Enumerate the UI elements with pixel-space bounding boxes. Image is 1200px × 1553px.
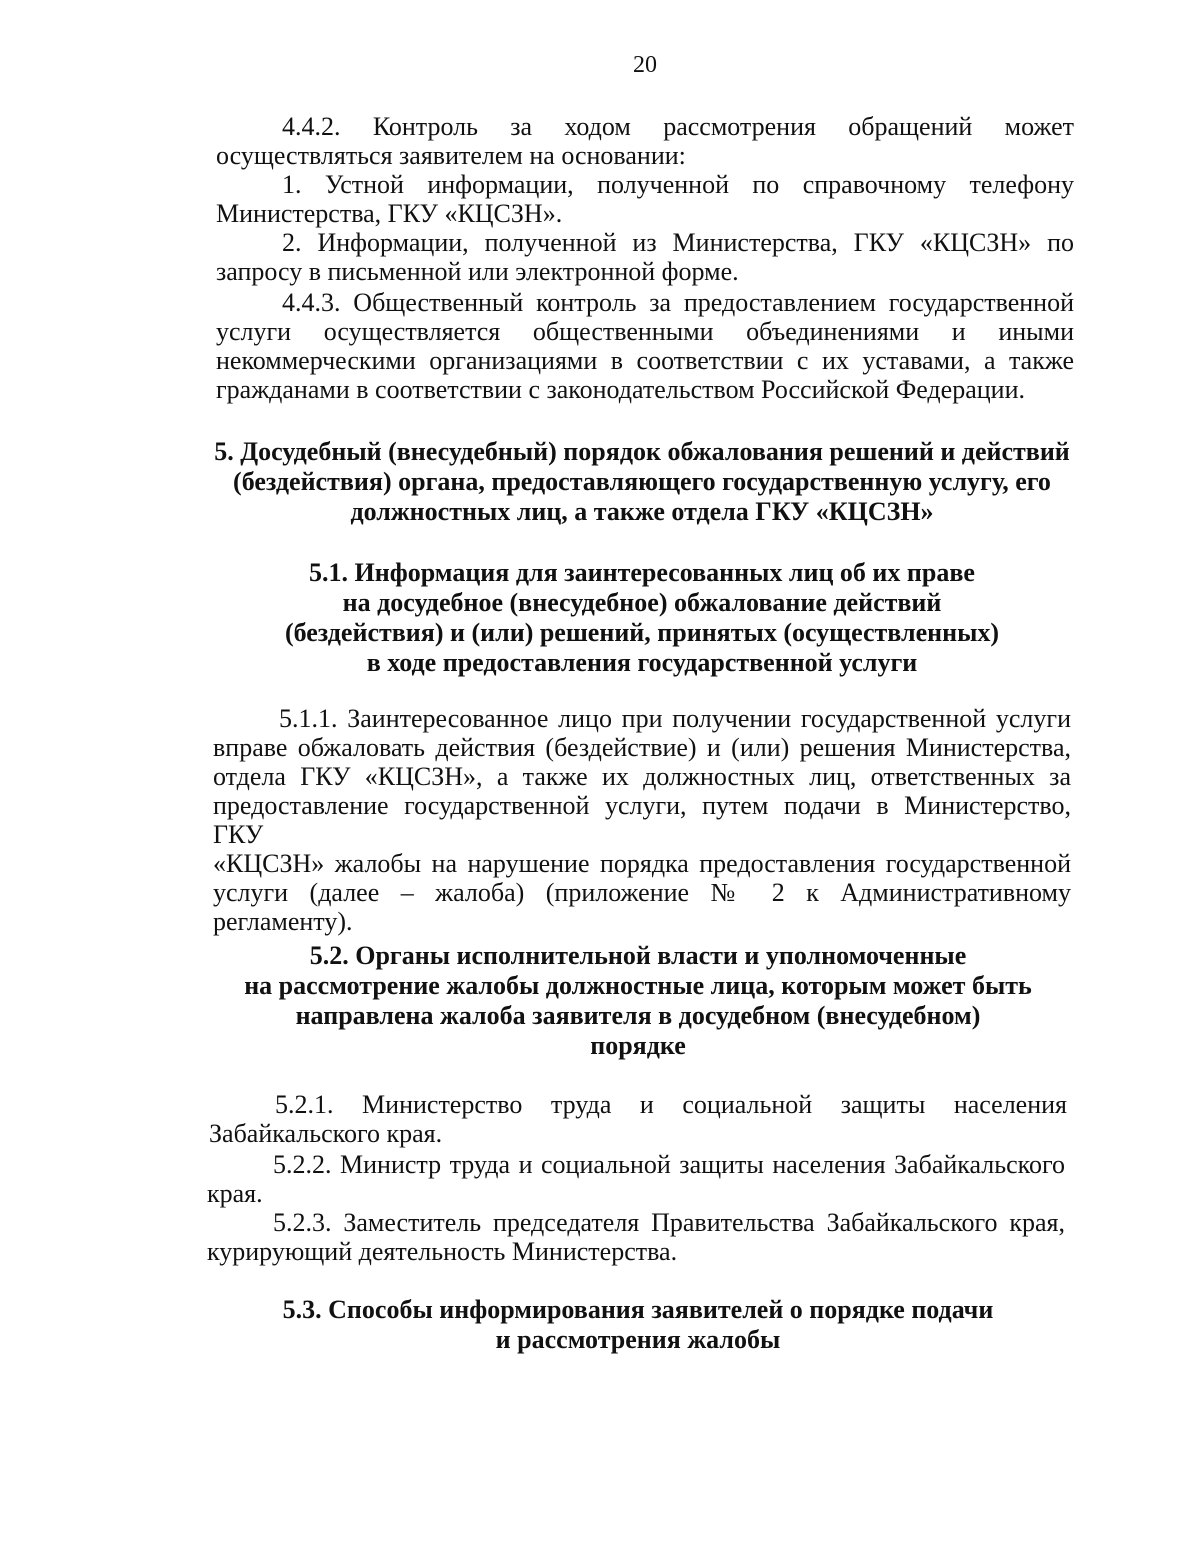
heading-line: 5.3. Способы информирования заявителей о порядке подачи xyxy=(282,1295,994,1324)
text-line: гражданами в соответствии с законодательством Российской Федерации. xyxy=(216,375,1025,404)
text-line: 2. Информации, полученной из Министерства, ГКУ «КЦСЗН» по xyxy=(282,228,1074,257)
heading-line: (бездействия) и (или) решений, принятых (осуществленных) xyxy=(284,618,1000,647)
text-line: предоставление государственной услуги, путем подачи в Министерство, ГКУ xyxy=(213,791,1071,849)
heading-line: порядке xyxy=(590,1031,686,1060)
paragraph-4-4-2-item-1 xyxy=(216,170,1074,228)
text-line: регламенту). xyxy=(213,907,353,936)
heading-line: направлена жалоба заявителя в досудебном (внесудебном) xyxy=(295,1001,981,1030)
section-heading-5-2 xyxy=(196,941,1080,1061)
text-line: запросу в письменной или электронной форме. xyxy=(216,257,739,286)
text-line: отдела ГКУ «КЦСЗН», а также их должностных лиц, ответственных за xyxy=(213,762,1071,791)
heading-line: на досудебное (внесудебное) обжалование действий xyxy=(342,588,942,617)
heading-line: должностных лиц, а также отдела ГКУ «КЦСЗН» xyxy=(350,497,934,526)
heading-line: 5.1. Информация для заинтересованных лиц об их праве xyxy=(309,558,975,587)
section-heading-5-3 xyxy=(196,1295,1080,1355)
text-line: 5.2.1. Министерство труда и социальной защиты населения xyxy=(275,1090,1067,1119)
text-line: «КЦСЗН» жалобы на нарушение порядка предоставления государственной xyxy=(213,849,1071,878)
heading-line: 5. Досудебный (внесудебный) порядок обжалования решений и действий xyxy=(214,437,1070,466)
paragraph-5-2-2 xyxy=(207,1150,1065,1208)
text-line: 4.4.2. Контроль за ходом рассмотрения обращений может xyxy=(282,112,1074,141)
paragraph-5-2-3 xyxy=(207,1208,1065,1266)
paragraph-4-4-2-item-2 xyxy=(216,228,1074,286)
text-line: осуществляться заявителем на основании: xyxy=(216,141,686,170)
paragraph-5-2-1 xyxy=(209,1090,1067,1148)
heading-line: 5.2. Органы исполнительной власти и уполномоченные xyxy=(309,941,967,970)
heading-line: на рассмотрение жалобы должностные лица, которым может быть xyxy=(244,971,1032,1000)
heading-line: в ходе предоставления государственной услуги xyxy=(366,648,918,677)
text-line: 1. Устной информации, полученной по справочному телефону xyxy=(282,170,1074,199)
section-heading-5-1 xyxy=(200,558,1084,678)
text-line: края. xyxy=(207,1179,263,1208)
text-line: 4.4.3. Общественный контроль за предоставлением государственной xyxy=(282,288,1074,317)
paragraph-5-1-1 xyxy=(213,704,1071,936)
page-number: 20 xyxy=(633,52,657,78)
text-line: 5.2.2. Министр труда и социальной защиты населения Забайкальского xyxy=(273,1150,1065,1179)
text-line: услуги (далее – жалоба) (приложение № 2 к Административному xyxy=(213,878,1071,907)
section-heading-5 xyxy=(200,437,1084,527)
text-line: услуги осуществляется общественными объединениями и иными xyxy=(216,317,1074,346)
heading-line: и рассмотрения жалобы xyxy=(495,1325,781,1354)
text-line: Министерства, ГКУ «КЦСЗН». xyxy=(216,199,563,228)
text-line: 5.2.3. Заместитель председателя Правительства Забайкальского края, xyxy=(273,1208,1065,1237)
paragraph-4-4-2 xyxy=(216,112,1074,170)
text-line: вправе обжаловать действия (бездействие) и (или) решения Министерства, xyxy=(213,733,1071,762)
text-line: некоммерческими организациями в соответствии с их уставами, а также xyxy=(216,346,1074,375)
text-line: Забайкальского края. xyxy=(209,1119,443,1148)
text-line: 5.1.1. Заинтересованное лицо при получении государственной услуги xyxy=(279,704,1071,733)
heading-line: (бездействия) органа, предоставляющего государственную услугу, его xyxy=(233,467,1051,496)
text-line: курирующий деятельность Министерства. xyxy=(207,1237,678,1266)
paragraph-4-4-3 xyxy=(216,288,1074,404)
